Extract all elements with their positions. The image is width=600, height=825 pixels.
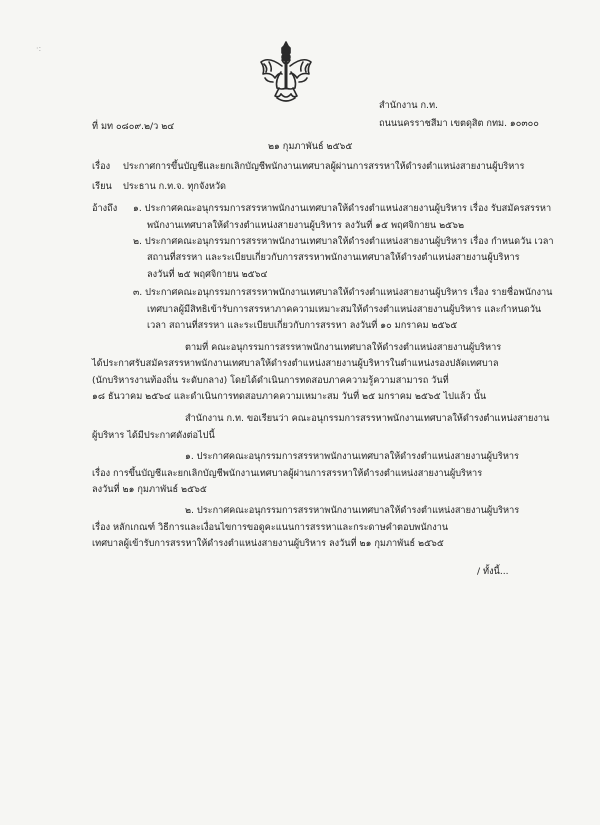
subject-text: ประกาศการขึ้นบัญชีและยกเลิกบัญชีพนักงานเทศบาลผู้ผ่านการสรรหาให้ดำรงตำแหน่งสายงานผู้บริหาร — [123, 161, 525, 172]
continuation-note: / ทั้งนี้... — [477, 566, 509, 577]
letter-date: ๒๑ กุมภาพันธ์ ๒๕๖๕ — [268, 141, 353, 152]
item-1-line-2: เรื่อง การขึ้นบัญชีและยกเลิกบัญชีพนักงานเทศบาลผู้ผ่านการสรรหาให้ดำรงตำแหน่งสายงานผู้บริหาร — [92, 468, 483, 479]
item-1-line-3: ลงวันที่ ๒๑ กุมภาพันธ์ ๒๕๖๕ — [92, 484, 207, 495]
recipient-text: ประธาน ก.ท.จ. ทุกจังหวัด — [123, 181, 227, 192]
margin-mark: ·: — [36, 44, 42, 53]
item-2-line-2: เรื่อง หลักเกณฑ์ วิธีการและเงื่อนไขการขอดูคะแนนการสรรหาและกระดาษคำตอบพนักงาน — [92, 522, 449, 533]
reference-item-2-line-3: ลงวันที่ ๒๕ พฤศจิกายน ๒๕๖๔ — [147, 269, 268, 280]
reference-item-2-line-2: สถานที่สรรหา และระเบียบเกี่ยวกับการสรรหาพนักงานเทศบาลให้ดำรงตำแหน่งสายงานผู้บริหาร — [147, 252, 520, 263]
garuda-emblem-icon — [255, 38, 317, 110]
paragraph-1-line-1: ตามที่ คณะอนุกรรมการสรรหาพนักงานเทศบาลให้ดำรงตำแหน่งสายงานผู้บริหาร — [185, 342, 502, 353]
reference-item-1-line-1: ๑. ประกาศคณะอนุกรรมการสรรหาพนักงานเทศบาลให้ดำรงตำแหน่งสายงานผู้บริหาร เรื่อง รับสมัครสรรหา — [133, 203, 552, 214]
reference-number: ที่ มท ๐๘๐๙.๒/ว ๒๔ — [92, 121, 175, 132]
paragraph-1-line-3: (นักบริหารงานท้องถิ่น ระดับกลาง) โดยได้ดำเนินการทดสอบภาคความรู้ความสามารถ วันที่ — [92, 375, 449, 386]
office-name: สำนักงาน ก.ท. — [379, 100, 438, 111]
paragraph-1-line-4: ๑๘ ธันวาคม ๒๕๖๔ และดำเนินการทดสอบภาคความเหมาะสม วันที่ ๒๕ มกราคม ๒๕๖๕ ไปแล้ว นั้น — [92, 391, 487, 402]
reference-item-3-line-1: ๓. ประกาศคณะอนุกรรมการสรรหาพนักงานเทศบาลให้ดำรงตำแหน่งสายงานผู้บริหาร เรื่อง รายชื่อพนักงาน — [133, 287, 553, 298]
subject-label: เรื่อง — [92, 161, 111, 172]
office-address: ถนนนครราชสีมา เขตดุสิต กทม. ๑๐๓๐๐ — [379, 118, 539, 129]
reference-item-1-line-2: พนักงานเทศบาลให้ดำรงตำแหน่งสายงานผู้บริหาร ลงวันที่ ๑๕ พฤศจิกายน ๒๕๖๒ — [147, 220, 465, 231]
item-1-line-1: ๑. ประกาศคณะอนุกรรมการสรรหาพนักงานเทศบาลให้ดำรงตำแหน่งสายงานผู้บริหาร — [185, 451, 519, 462]
paragraph-2-line-1: สำนักงาน ก.ท. ขอเรียนว่า คณะอนุกรรมการสรรหาพนักงานเทศบาลให้ดำรงตำแหน่งสายงาน — [185, 413, 550, 424]
reference-item-3-line-2: เทศบาลผู้มีสิทธิเข้ารับการสรรหาภาคความเหมาะสมให้ดำรงตำแหน่งสายงานผู้บริหาร และกำหนดวัน — [147, 304, 542, 315]
reference-item-2-line-1: ๒. ประกาศคณะอนุกรรมการสรรหาพนักงานเทศบาลให้ดำรงตำแหน่งสายงานผู้บริหาร เรื่อง กำหนดวัน เวลา — [133, 236, 554, 247]
paragraph-2-line-2: ผู้บริหาร ได้มีประกาศดังต่อไปนี้ — [92, 430, 215, 441]
item-2-line-1: ๒. ประกาศคณะอนุกรรมการสรรหาพนักงานเทศบาลให้ดำรงตำแหน่งสายงานผู้บริหาร — [185, 505, 520, 516]
item-2-line-3: เทศบาลผู้เข้ารับการสรรหาให้ดำรงตำแหน่งสายงานผู้บริหาร ลงวันที่ ๒๑ กุมภาพันธ์ ๒๕๖๕ — [92, 538, 444, 549]
paragraph-1-line-2: ได้ประกาศรับสมัครสรรหาพนักงานเทศบาลให้ดำรงตำแหน่งสายงานผู้บริหารในตำแหน่งรองปลัดเทศบาล — [92, 358, 499, 369]
recipient-label: เรียน — [92, 181, 112, 192]
references-label: อ้างถึง — [92, 203, 118, 214]
reference-item-3-line-3: เวลา สถานที่สรรหา และระเบียบเกี่ยวกับการสรรหา ลงวันที่ ๑๐ มกราคม ๒๕๖๕ — [147, 320, 458, 331]
